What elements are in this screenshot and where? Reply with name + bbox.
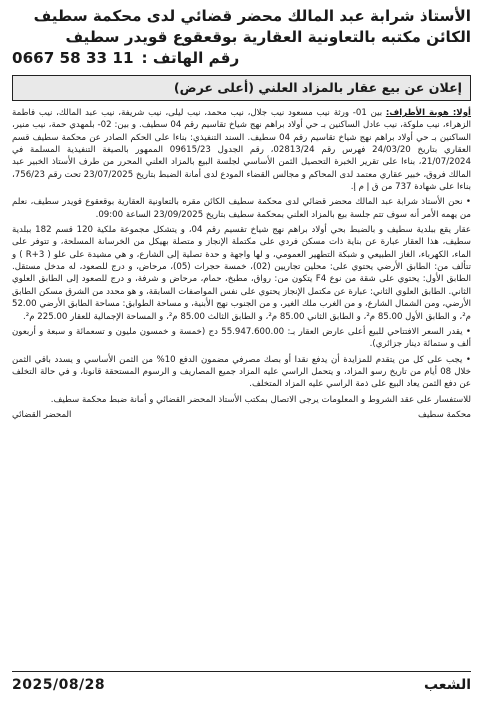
notice-header (12, 6, 471, 69)
office-address-line: الكائن مكتبه بالتعاونية العقارية بوقعقوع قويدر سطيف (65, 28, 471, 46)
signature-court: محكمة سطيف (418, 409, 471, 420)
footer-divider (12, 671, 471, 672)
newspaper-name: الشعب (423, 677, 471, 693)
payment-terms-paragraph: • يجب على كل من يتقدم للمزايدة أن يدفع نقدا أو بصك مصرفي مضمون الدفع 10% من الثمن الأساسي و يسدد باقي الثمن خلال 08 أيام من تاريخ رسو المزاد، و يتحمل الراسي عليه المزاد جميع المصاريف و الرسوم المستحقة قانونا، و في حالة التخلف عن دفع الثمن يعاد البيع على ذمة الراسي عليه المزاد المتخلف. (12, 354, 471, 390)
phone-label: رقم الهاتف : (141, 49, 240, 67)
bailiff-name-line: الأستاذ شرابة عبد المالك محضر قضائي لدى محكمة سطيف (33, 7, 471, 25)
publication-date: 2025/08/28 (12, 677, 106, 693)
opening-price-paragraph: • يقدر السعر الافتتاحي للبيع أعلى عارض العقار بـ: 55.947.600.00 دج (خمسة و خمسون مليون و تسعمائة و سبعة و أربعون ألف و ستمائة دينار جزائري). (12, 326, 471, 350)
notice-body (12, 107, 471, 406)
parties-heading: أولا: هوية الأطراف: (385, 108, 471, 118)
auction-date-paragraph: • نحن الأستاذ شرابة عبد المالك محضر قضائي لدى محكمة سطيف الكائن مقره بالتعاونية العقارية بوقعقوع قويدر سطيف، نعلم من يهمه الأمر أنه سوف تتم جلسة بيع بالمزاد العلني بمحكمة سطيف بتاريخ 23/09/2025 الساعة 09:00. (12, 197, 471, 220)
signature-row (12, 409, 471, 421)
parties-text: بين 01- ورثة نيب مسعود نيب جلال، نيب محمد، نيب ليلى، نيب شريفة، نيب عبد المالك، نيب فاطمة الزهراء، نيب ملوكة، نيب عادل الساكنين بـ حي أولاد براهم نهج شياخ تقاسيم رقم 04 سطيف. و بين: 02- بلمهدي حمة، نيب منير، الساكنين بـ حي أولاد براهم نهج شياخ تقاسيم رقم 04 سطيف. السند التنفيذي: بناءا على الحكم الصادر عن محكمة سطيف قسم العقاري بتاريخ 24/03/20 فهرس رقم 02813/24، رقم الجدول 09615/23 الممهور بالصيغة التنفيذية المسلمة في 21/07/2024، بناءا على تقرير الخبرة التحصيل الثمن الأساسي لجلسة البيع بالمزاد العلني المحرر من طرف الأستاذ الخبير عبد المالك فروق، خبير عقاري معتمد لدى المحاكم و مجالس القضاء المودع لدى أمانة الضبط بتاريخ 23/07/2025 تحت رقم 756/23، بناءا على شهادة 737 من ق إ م إ. (12, 108, 471, 193)
parties-paragraph (12, 107, 471, 193)
contact-paragraph: للاستفسار على عقد الشروط و المعلومات يرجى الاتصال بمكتب الأستاذ المحضر القضائي و أمانة ضبط محكمة سطيف. (50, 394, 471, 405)
property-description-paragraph: عقار يقع ببلدية سطيف و بالضبط بحي أولاد براهم نهج شياخ تقسيم رقم 04، و يتشكل مجموعة ملكية 120 قسم 182 ببلدية سطيف، هذا العقار عبارة عن بناية ذات مسكن فردي على مكتملة الإنجاز و متصلة بهيكل من الخرسانة المسلحة، و تتوفر على الماء، الكهرباء، الغاز الطبيعي و شبكة التطهير العمومي، و لها واجهة و حدة تصلية إلى الشارع، و هي مشيدة على علو ( R+3 ) و تتألف من: الطابق الأرضي يحتوي على: محلين تجاريين (02)، خمسة حجرات (05)، مرحاض، و درج للصعود، له مدخل مستقل. الطابق الأول: يحتوي على شقة من نوع F4 يتكون من: رواق، مطبخ، حمام، مرحاض و شرفة، و درج للصعود إلى الطابق العلوي الثاني. الطابق العلوي الثاني: عبارة عن مكتمل الإنجاز يحتوي على نفس المواصفات السابقة، و هو محدد من الشرق مسكن الطابق الأرضي، ومن الشمال الشارع، و من الغرب ملك الغير، و من الجنوب نهج الأبنية، و مساحة الطوابق: مساحة الطابق الأرضي 52.00 م²، و الطابق الأول 85.00 م²، و الطابق الثاني 85.00 م²، و الطابق الثالث 85.00 م²، و المساحة الإجمالية للعقار 225.00 م². (12, 225, 471, 322)
publication-footer (12, 674, 471, 696)
signature-bailiff: المحضر القضائي (12, 409, 72, 420)
announcement-title-box: إعلان عن بيع عقار بالمزاد العلني (أعلى عرض) (12, 75, 471, 101)
phone-line (12, 48, 471, 69)
phone-number: 0667 58 33 11 (12, 49, 134, 67)
